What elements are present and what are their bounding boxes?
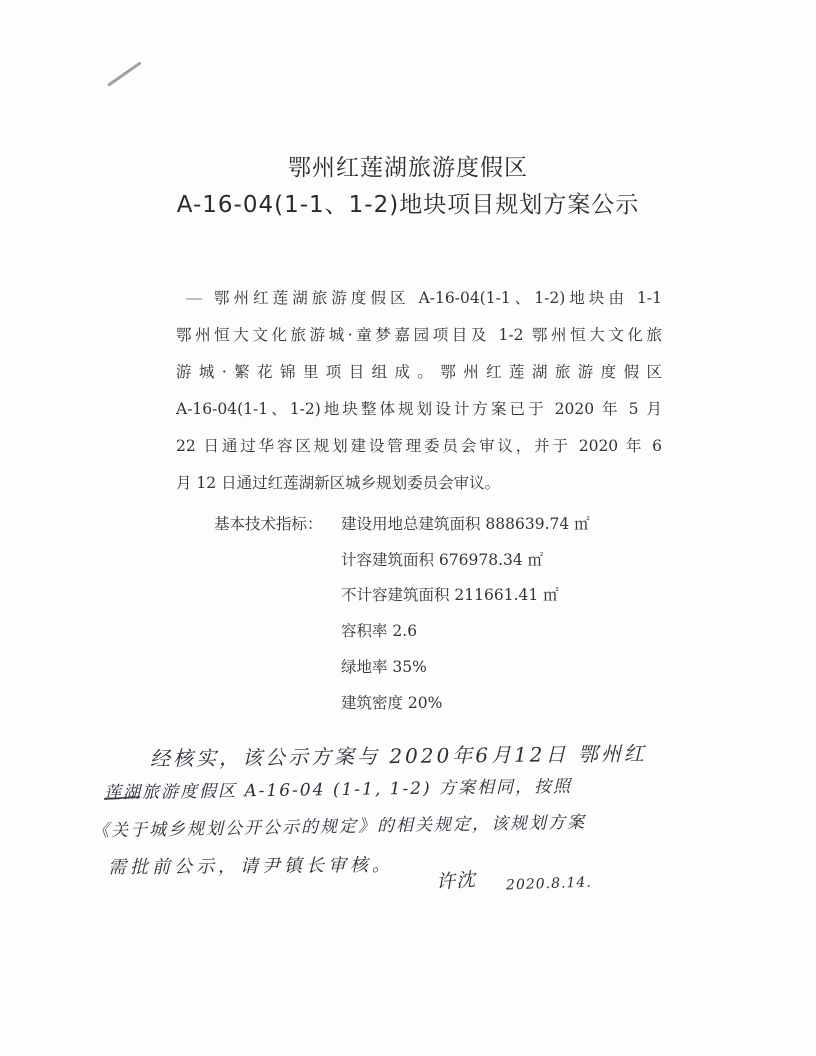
handwritten-date: 2020.8.14. xyxy=(505,874,592,894)
body-line: 游城·繁花锦里项目组成。鄂州红莲湖旅游度假区 xyxy=(176,363,662,381)
body-line: 月 12 日通过红莲湖新区城乡规划委员会审议。 xyxy=(176,474,501,492)
document-title-line2: A-16-04(1-1、1-2)地块项目规划方案公示 xyxy=(176,192,640,218)
handwritten-note-line: 莲湖旅游度假区 A-16-04 (1-1, 1-2) 方案相同，按照 xyxy=(103,776,573,804)
indicator-non-plot-ratio-area: 不计容建筑面积 211661.41 ㎡ xyxy=(341,586,559,604)
handwritten-note-line: 需批前公示，请尹镇长审核。 xyxy=(107,854,395,879)
body-line: A-16-04(1-1、1-2)地块整体规划设计方案已于 2020 年 5 月 xyxy=(176,400,662,418)
handwritten-note-line: 经核实，该公示方案与 2020年6月12日 鄂州红 xyxy=(149,741,647,771)
document-title-line1: 鄂州红莲湖旅游度假区 xyxy=(288,155,528,181)
body-line: 鄂州红莲湖旅游度假区 A-16-04(1-1、1-2)地块由 1-1 xyxy=(214,289,662,307)
indicator-total-area: 建设用地总建筑面积 888639.74 ㎡ xyxy=(341,515,590,533)
body-line: 鄂州恒大文化旅游城·童梦嘉园项目及 1-2 鄂州恒大文化旅 xyxy=(176,326,662,344)
indent-mark xyxy=(186,298,202,300)
body-line: 22 日通过华容区规划建设管理委员会审议，并于 2020 年 6 xyxy=(176,437,662,455)
indicator-building-density: 建筑密度 20% xyxy=(341,694,443,712)
handwritten-signature: 许沈 xyxy=(435,868,477,894)
indicator-green-ratio: 绿地率 35% xyxy=(341,658,427,676)
indicator-plot-ratio: 容积率 2.6 xyxy=(341,622,418,640)
indicator-plot-ratio-area: 计容建筑面积 676978.34 ㎡ xyxy=(341,551,544,569)
handwritten-note-line: 《关于城乡规划公开公示的规定》的相关规定，该规划方案 xyxy=(91,812,587,842)
indicators-label: 基本技术指标： xyxy=(214,515,323,533)
